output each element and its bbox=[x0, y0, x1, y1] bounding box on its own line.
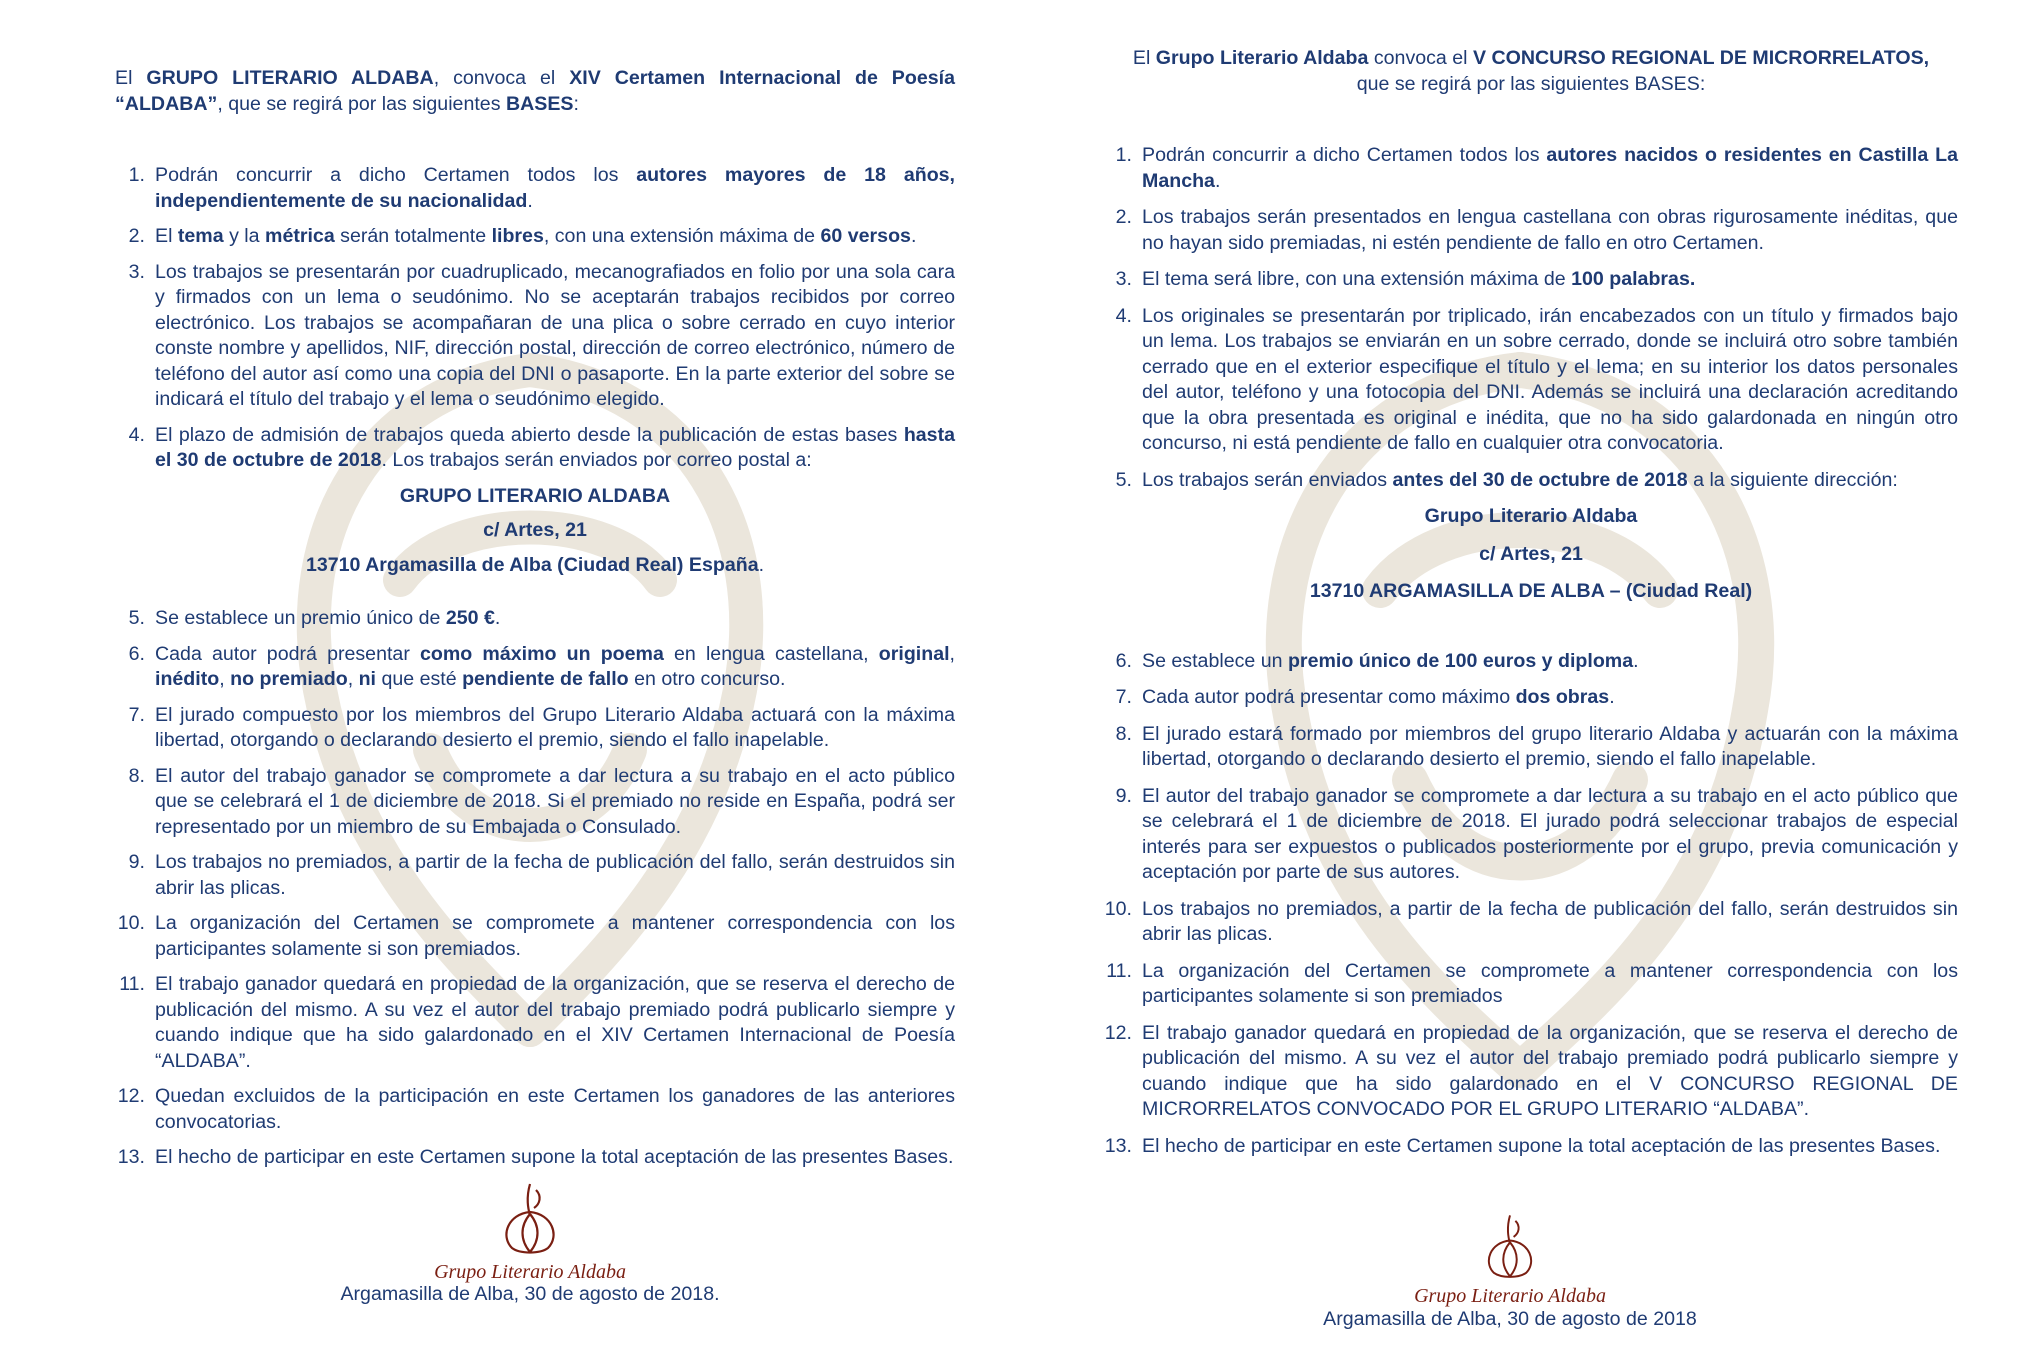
list-item: 11. El trabajo ganador quedará en propiedad de la organización, que se reserva el derecho de publicación del mismo. A su vez el autor del trabajo premiado podrá publicarlo siempre y cuando indique que ha sido galardonado en el XIV Certamen Internacional de Poesía “ALDABA”. bbox=[119, 973, 955, 1072]
left-bases-list-cont bbox=[115, 606, 955, 1171]
right-address: Grupo Literario Aldaba c/ Artes, 21 13710 ARGAMASILLA DE ALBA – (Ciudad Real) bbox=[1309, 505, 1753, 602]
right-bases-list-cont bbox=[1104, 649, 1958, 1160]
list-item: 3. Los trabajos se presentarán por cuadruplicado, mecanografiados en folio por una sola cara y firmados con un lema o seudónimo. No se aceptarán trabajos recibidos por correo electrónico. Los trabajos se acompañaran de una plica o sobre cerrado en cuyo interior conste nombre y apellidos, NIF, dirección postal, dirección de correo electrónico, número de teléfono del autor así como una copia del DNI o pasaporte. En la parte exterior del sobre se indicará el título del trabajo y el lema o seudónimo elegido. bbox=[128, 260, 955, 410]
list-item: 7. Cada autor podrá presentar como máximo dos obras. bbox=[1115, 686, 1615, 708]
list-item: 2. El tema y la métrica serán totalmente libres, con una extensión máxima de 60 versos. bbox=[128, 225, 917, 247]
list-item: 1. Podrán concurrir a dicho Certamen todos los autores mayores de 18 años, independientemente de su nacionalidad. bbox=[128, 164, 956, 212]
list-item: 10. La organización del Certamen se compromete a mantener correspondencia con los participantes solamente si son premiados. bbox=[117, 912, 955, 960]
list-item: 6. Cada autor podrá presentar como máximo un poema en lengua castellana, original, inédito, no premiado, ni que esté pendiente de fallo en otro concurso. bbox=[128, 642, 955, 690]
list-item: 13. El hecho de participar en este Certamen supone la total aceptación de las presentes Bases. bbox=[1104, 1134, 1941, 1157]
left-logo bbox=[410, 1178, 650, 1284]
right-date: Argamasilla de Alba, 30 de agosto de 2018 bbox=[1323, 1308, 1697, 1330]
logo-text: Grupo Literario Aldaba bbox=[1414, 1285, 1606, 1307]
list-item: 5. Se establece un premio único de 250 €. bbox=[128, 607, 501, 629]
list-item: 2. Los trabajos serán presentados en lengua castellana con obras rigurosamente inéditas, que no hayan sido premiadas, ni estén pendiente de fallo en otro Certamen. bbox=[1115, 206, 1958, 254]
list-item: 8. El jurado estará formado por miembros del grupo literario Aldaba y actuarán con la máxima libertad, otorgando o declarando desierto el premio, siendo el fallo inapelable. bbox=[1115, 722, 1958, 770]
list-item: 3. El tema será libre, con una extensión máxima de 100 palabras. bbox=[1115, 268, 1696, 290]
list-item: 6. Se establece un premio único de 100 euros y diploma. bbox=[1115, 649, 1639, 672]
left-address: GRUPO LITERARIO ALDABA c/ Artes, 21 13710 Argamasilla de Alba (Ciudad Real) España. bbox=[305, 484, 765, 576]
left-intro: El GRUPO LITERARIO ALDABA, convoca el XIV Certamen Internacional de Poesía “ALDABA”, que se regirá por las siguientes BASES: bbox=[115, 67, 955, 115]
list-item: 4. Los originales se presentarán por triplicado, irán encabezados con un título y firmados bajo un lema. Los trabajos se enviarán en un sobre cerrado, donde se incluirá otro sobre también cerrado que en el exterior especifique el título y el lema; en su interior los datos personales del autor, teléfono y una fotocopia del DNI. Además se incluirá una declaración acreditando que la obra presentada es original e inédita, que no ha sido galardonada en ningún otro concurso, ni está pendiente de fallo en cualquier otra convocatoria. bbox=[1115, 304, 1958, 454]
logo-text: Grupo Literario Aldaba bbox=[434, 1261, 626, 1283]
right-page bbox=[1020, 0, 2041, 1350]
list-item: 10. Los trabajos no premiados, a partir de la fecha de publicación del fallo, serán destruidos sin abrir las plicas. bbox=[1104, 897, 1958, 945]
right-intro: El Grupo Literario Aldaba convoca el V CONCURSO REGIONAL DE MICRORRELATOS, que se regirá por las siguientes BASES: bbox=[1132, 47, 1930, 95]
left-bases-list bbox=[115, 163, 955, 474]
list-item: 5. Los trabajos serán enviados antes del 30 de octubre de 2018 a la siguiente dirección: bbox=[1115, 468, 1898, 491]
right-logo bbox=[1390, 1210, 1630, 1308]
left-page bbox=[0, 0, 1020, 1350]
list-item: 9. Los trabajos no premiados, a partir de la fecha de publicación del fallo, serán destruidos sin abrir las plicas. bbox=[128, 851, 955, 899]
list-item: 11. La organización del Certamen se compromete a mantener correspondencia con los participantes solamente si son premiados bbox=[1106, 959, 1958, 1007]
list-item: 12. El trabajo ganador quedará en propiedad de la organización, que se reserva el derecho de publicación del mismo. A su vez el autor del trabajo premiado podrá publicarlo siempre y cuando indique que ha sido galardonado en el V CONCURSO REGIONAL DE MICRORRELATOS CONVOCADO POR EL GRUPO LITERARIO “ALDABA”. bbox=[1104, 1021, 1958, 1120]
garlic-bell-logo-icon bbox=[490, 1178, 570, 1256]
list-item: 8. El autor del trabajo ganador se compromete a dar lectura a su trabajo en el acto público que se celebrará el 1 de diciembre de 2018. Si el premiado no reside en España, podrá ser representado por un miembro de su Embajada o Consulado. bbox=[128, 764, 955, 838]
list-item: 9. El autor del trabajo ganador se compromete a dar lectura a su trabajo en el acto público que se celebrará el 1 de diciembre de 2018. El jurado podrá seleccionar trabajos de especial interés para ser expuestos o publicados posteriormente por el grupo, previa comunicación y aceptación por parte de sus autores. bbox=[1115, 784, 1958, 883]
list-item: 12. Quedan excluidos de la participación en este Certamen los ganadores de las anteriores convocatorias. bbox=[117, 1085, 955, 1133]
left-date: Argamasilla de Alba, 30 de agosto de 2018. bbox=[340, 1283, 720, 1305]
list-item: 13. El hecho de participar en este Certamen supone la total aceptación de las presentes Bases. bbox=[117, 1146, 954, 1168]
list-item: 1. Podrán concurrir a dicho Certamen todos los autores nacidos o residentes en Castilla La Mancha. bbox=[1115, 144, 1958, 192]
garlic-bell-logo-icon bbox=[1470, 1210, 1550, 1280]
right-bases-list bbox=[1104, 143, 1958, 493]
list-item: 4. El plazo de admisión de trabajos queda abierto desde la publicación de estas bases hasta el 30 de octubre de 2018. Los trabajos serán enviados por correo postal a: bbox=[128, 423, 955, 471]
list-item: 7. El jurado compuesto por los miembros del Grupo Literario Aldaba actuará con la máxima libertad, otorgando o declarando desierto el premio, siendo el fallo inapelable. bbox=[128, 703, 955, 751]
